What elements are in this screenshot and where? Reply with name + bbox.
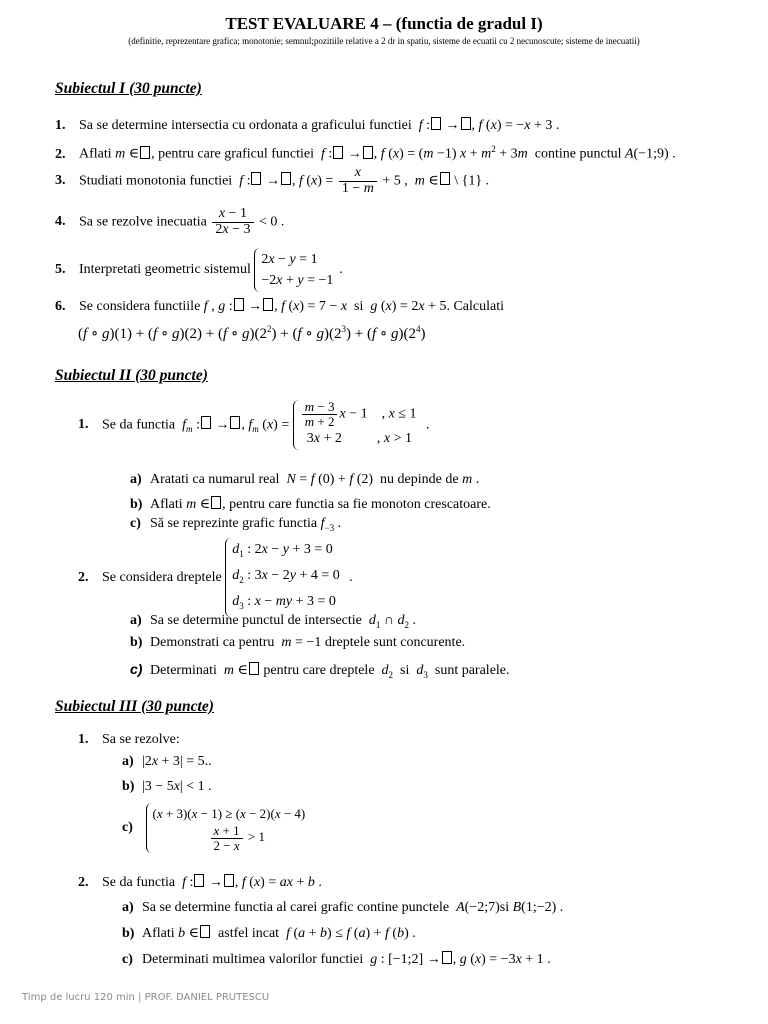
page-title: TEST EVALUARE 4 – (functia de gradul I): [225, 14, 543, 33]
s1-item-6-expression: (f ∘ g)(1) + (f ∘ g)(2) + (f ∘ $g)(2^2) + (f$ ∘ $g)(2^3) + (f$ ∘ $g)(2^4)$: [78, 324, 426, 342]
s3-q1-b: b) |3 − 5x| < 1 .: [122, 779, 212, 794]
s2-q1-c: c) Să se reprezinte grafic functia $f_{-3}$ .: [130, 516, 342, 533]
s2-q1-a: a) Aratati ca numarul real N = f (0) + f (2) nu depinde de m .: [130, 472, 480, 487]
s1-item-3: 3. Studiati monotonia functiei f : → , f (x) = $\frac{x}{1 - m}$ + 5 , m ∈ \ {1} .: [55, 165, 490, 196]
footer-text: Timp de lucru 120 min | PROF. DANIEL PRUTESCU: [22, 992, 270, 1003]
s1-item-5: 5. Interpretati geometric sistemul 2x − y = 1 −2x + y = −1 .: [55, 248, 343, 292]
s1-item-1: 1. Sa se determine intersectia cu ordonata a graficului functiei f : → , f (x) = −x + 3 .: [55, 118, 560, 133]
s1-item-2: 2. Aflati m ∈ , pentru care graficul functiei f : → , f (x) = (m −1) $x + m^2 + 3m$ contine punctul A(−1;9) .: [55, 144, 676, 162]
s3-q1-a: a) |2x + 3| = 5..: [122, 754, 212, 769]
s2-q1-b: b) Aflati m ∈ , pentru care functia sa fie monoton crescatoare.: [130, 497, 491, 512]
section-heading-1: Subiectul I (30 puncte): [55, 80, 202, 97]
page-subtitle: (definitie, reprezentare grafica; monotonie; semnul;pozitiile relative a 2 dr in spatiu, sisteme de ecuatii cu 2 necunoscute; sisteme de inecuatii): [128, 36, 640, 46]
s1-item-6: 6. Se considera functiile f , g : → , f (x) = 7 − x si g (x) = 2x + 5. Calculati: [55, 299, 504, 314]
s3-q2: 2. Se da functia f : → , f (x) = ax + b .: [78, 875, 322, 890]
s2-q1: 1. Se da functia $f_m$ : → , $f_m$ (x) = $\frac{m - 3}{m + 2}$ x − 1 , x ≤ 1 3x + 2 , x > 1 .: [78, 400, 429, 450]
s3-q1: 1. Sa se rezolve:: [78, 732, 180, 747]
s2-q2: 2. Se considera dreptele $d_1$ : 2x − y + 3 = 0 $d_2$ : 3x − 2y + 4 = 0 $d_3$ : x − my + 3 = 0 .: [78, 538, 353, 617]
s1-item-4: 4. Sa se rezolve inecuatia $\frac{x - 1}{2x - 3}$ < 0 .: [55, 206, 285, 237]
s2-q2-a: a) Sa se determine punctul de intersectie $d_1$ ∩ $d_2$ .: [130, 613, 416, 630]
s2-q2-b: b) Demonstrati ca pentru m = −1 dreptele sunt concurente.: [130, 635, 466, 650]
s2-q2-c: c) Determinati m ∈ pentru care dreptele $d_2$ si $d_3$ sunt paralele.: [130, 661, 510, 680]
section-heading-2: Subiectul II (30 puncte): [55, 367, 208, 384]
s3-q2-b: b) Aflati b ∈ astfel incat f (a + b) ≤ f (a) + f (b) .: [122, 926, 416, 941]
s3-q2-a: a) Sa se determine functia al carei grafic contine punctele A(−2;7)si B(1;−2) .: [122, 900, 564, 915]
section-heading-3: Subiectul III (30 puncte): [55, 698, 214, 715]
s3-q2-c: c) Determinati multimea valorilor functiei g : [−1;2] → , g (x) = −3x + 1 .: [122, 952, 551, 967]
s3-q1-c: c) (x + 3)(x − 1) ≥ (x − 2)(x − 4) $\frac{x + 1}{2 - x}$ > 1: [122, 803, 311, 853]
